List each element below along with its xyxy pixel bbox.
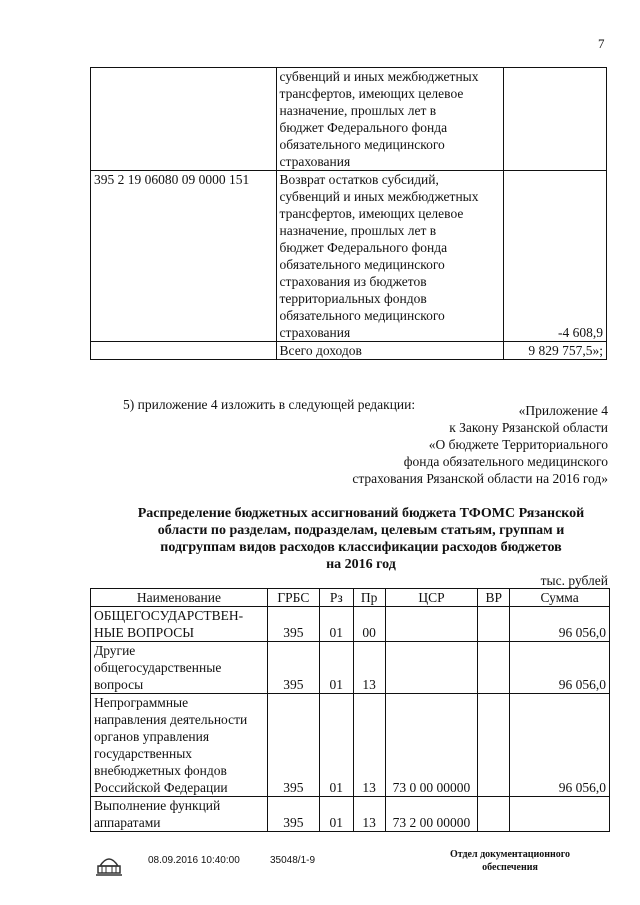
row-name: Выполнение функций аппаратами <box>91 797 268 832</box>
row-name: Другие общегосударственные вопросы <box>91 642 268 694</box>
row-name: ОБЩЕГОСУДАРСТВЕН- НЫЕ ВОПРОСЫ <box>91 607 268 642</box>
department-line: Отдел документационного <box>449 849 571 860</box>
row-sum: 96 056,0 <box>510 607 610 642</box>
row-rz: 01 <box>319 642 353 694</box>
row-vr <box>478 694 510 797</box>
revenue-code <box>91 342 277 360</box>
appendix-line: фонда обязательного медицинского <box>403 454 608 469</box>
table-row <box>91 694 610 797</box>
row-vr <box>478 607 510 642</box>
appendix-line: «О бюджете Территориального <box>428 437 608 452</box>
row-pr: 00 <box>353 607 385 642</box>
appendix-line: страхования Рязанской области на 2016 год» <box>352 471 608 486</box>
appendix-header <box>352 402 608 487</box>
header-vr: ВР <box>478 589 510 607</box>
row-grbs: 395 <box>267 642 319 694</box>
revenue-table-continuation <box>90 67 607 360</box>
duma-emblem-icon <box>92 848 126 882</box>
heading-line: области по разделам, подразделам, целевым статьям, группам и <box>157 523 565 538</box>
row-grbs: 395 <box>267 607 319 642</box>
table-row <box>91 171 607 342</box>
row-pr: 13 <box>353 642 385 694</box>
amendment-item-5: 5) приложение 4 изложить в следующей редакции: <box>123 397 416 412</box>
revenue-code <box>91 68 277 171</box>
header-name: Наименование <box>91 589 268 607</box>
row-csr: 73 2 00 00000 <box>385 797 478 832</box>
row-grbs: 395 <box>267 797 319 832</box>
row-name: Непрограммные направления деятельности органов управления государственных внебюджетных фондов Российской Федерации <box>91 694 268 797</box>
total-revenue-amount: 9 829 757,5»; <box>504 342 607 360</box>
revenue-amount <box>504 68 607 171</box>
row-sum: 96 056,0 <box>510 642 610 694</box>
table-row <box>91 68 607 171</box>
row-rz: 01 <box>319 607 353 642</box>
header-csr: ЦСР <box>385 589 478 607</box>
page-number: 7 <box>598 36 605 51</box>
appendix-line: «Приложение 4 <box>518 403 608 418</box>
document-heading <box>108 505 614 573</box>
table-row <box>91 797 610 832</box>
heading-line: на 2016 год <box>326 557 396 572</box>
heading-line: подгруппам видов расходов классификации расходов бюджетов <box>160 540 562 555</box>
header-sum: Сумма <box>510 589 610 607</box>
total-revenue-label: Всего доходов <box>276 342 504 360</box>
department-line: обеспечения <box>482 862 538 873</box>
row-csr <box>385 607 478 642</box>
footer-doc-number: 35048/1-9 <box>270 855 316 866</box>
table-row-total <box>91 342 607 360</box>
row-rz: 01 <box>319 797 353 832</box>
row-csr <box>385 642 478 694</box>
footer-timestamp: 08.09.2016 10:40:00 <box>148 855 240 866</box>
table-header-row <box>91 589 610 607</box>
row-vr <box>478 642 510 694</box>
row-vr <box>478 797 510 832</box>
row-sum: 96 056,0 <box>510 694 610 797</box>
header-grbs: ГРБС <box>267 589 319 607</box>
heading-line: Распределение бюджетных ассигнований бюджета ТФОМС Рязанской <box>137 506 585 521</box>
row-pr: 13 <box>353 694 385 797</box>
budget-allocation-table <box>90 588 610 832</box>
table-row <box>91 642 610 694</box>
revenue-amount: -4 608,9 <box>504 171 607 342</box>
footer-department-stamp <box>440 848 580 874</box>
table-row <box>91 607 610 642</box>
row-csr: 73 0 00 00000 <box>385 694 478 797</box>
revenue-name: субвенций и иных межбюджетных трансфертов, имеющих целевое назначение, прошлых лет в бюджет Федерального фонда обязательного медицинского страхования <box>276 68 504 171</box>
row-pr: 13 <box>353 797 385 832</box>
units-label: тыс. рублей <box>540 573 608 588</box>
header-rz: Рз <box>319 589 353 607</box>
header-pr: Пр <box>353 589 385 607</box>
revenue-code: 395 2 19 06080 09 0000 151 <box>91 171 277 342</box>
revenue-name: Возврат остатков субсидий, субвенций и иных межбюджетных трансфертов, имеющих целевое назначение, прошлых лет в бюджет Федерального фонда обязательного медицинского страхования из бюджетов территориальных фондов обязательного медицинского страхования <box>276 171 504 342</box>
row-grbs: 395 <box>267 694 319 797</box>
row-rz: 01 <box>319 694 353 797</box>
appendix-line: к Закону Рязанской области <box>449 420 608 435</box>
row-sum <box>510 797 610 832</box>
